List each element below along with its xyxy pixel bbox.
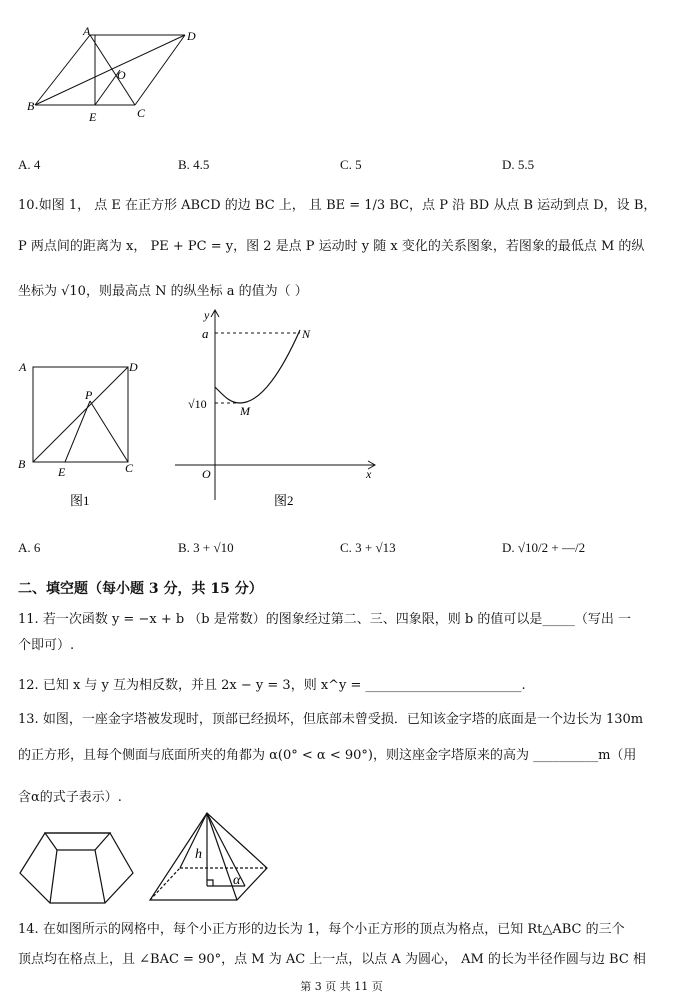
svg-text:A: A <box>19 360 27 374</box>
truncated-pyramid-figure <box>15 828 140 908</box>
q12-line: 12. 已知 x 与 y 互为相反数，并且 2x − y = 3，则 x^y = ________________________. <box>18 678 526 693</box>
q14-line2: 顶点均在格点上，且 ∠BAC = 90°，点 M 为 AC 上一点，以点 A 为圆心， AM 的长为半径作圆与边 BC 相 <box>18 952 646 967</box>
q11-line1: 11. 若一次函数 y = −x + b （b 是常数）的图象经过第二、三、四象限，则 b 的值可以是_____（写出 一 <box>18 612 631 627</box>
rhombus-figure <box>25 25 215 125</box>
svg-text:E: E <box>58 465 66 479</box>
label-C: C <box>137 106 146 120</box>
q11-line2: 个即可）. <box>18 638 75 653</box>
svg-text:y: y <box>204 308 210 322</box>
svg-text:P: P <box>85 388 93 402</box>
label-D: D <box>187 29 196 43</box>
q10-option-c: C. 3 + √13 <box>340 540 396 555</box>
q10-option-b: B. 3 + √10 <box>178 540 234 555</box>
q14-line1: 14. 在如图所示的网格中，每个小正方形的边长为 1，每个小正方形的顶点为格点，已知 Rt△ABC 的三个 <box>18 922 625 937</box>
fig2-caption: 图2 <box>274 493 294 508</box>
svg-text:C: C <box>125 461 134 475</box>
q10-line3: 坐标为 √10，则最高点 N 的纵坐标 a 的值为（ ） <box>18 284 308 299</box>
q9-option-a: A. 4 <box>18 157 41 172</box>
graph-figure <box>170 305 385 515</box>
square-figure <box>15 355 150 515</box>
svg-text:O: O <box>202 467 211 481</box>
label-O: O <box>117 68 126 82</box>
q10-line1: 10.如图 1， 点 E 在正方形 ABCD 的边 BC 上， 且 BE = 1/3 BC，点 P 沿 BD 从点 B 运动到点 D，设 B， <box>18 198 657 213</box>
label-E: E <box>89 110 97 124</box>
q13-line3: 含α的式子表示）. <box>18 790 122 805</box>
q13-line2: 的正方形，且每个侧面与底面所夹的角都为 α(0° < α < 90°)，则这座金字塔原来的高为 __________m（用 <box>18 748 637 763</box>
q10-option-a: A. 6 <box>18 540 41 555</box>
q13-line1: 13. 如图，一座金字塔被发现时，顶部已经损坏，但底部未曾受损．已知该金字塔的底面是一个边长为 130m <box>18 712 644 727</box>
q9-option-d: D. 5.5 <box>502 157 535 172</box>
pyramid-figure <box>145 808 275 908</box>
svg-text:M: M <box>240 404 250 418</box>
q10-line2: P 两点间的距离为 x， PE + PC = y，图 2 是点 P 运动时 y 随 x 变化的关系图象，若图象的最低点 M 的纵 <box>18 239 645 254</box>
fig1-caption: 图1 <box>70 493 90 508</box>
svg-text:B: B <box>18 457 26 471</box>
svg-text:D: D <box>129 360 138 374</box>
svg-text:N: N <box>302 327 311 341</box>
svg-text:a: a <box>202 326 209 341</box>
label-A: A <box>83 25 91 38</box>
svg-text:x: x <box>366 467 372 481</box>
q9-option-c: C. 5 <box>340 157 362 172</box>
label-B: B <box>27 99 35 113</box>
q10-option-d: D. √10/2 + —/2 <box>502 540 586 555</box>
q9-option-b: B. 4.5 <box>178 157 210 172</box>
page-footer: 第 3 页 共 11 页 <box>300 980 383 993</box>
svg-text:h: h <box>195 847 202 862</box>
section-title: 二、填空题（每小题 3 分，共 15 分） <box>18 581 263 597</box>
svg-text:α: α <box>233 873 241 888</box>
svg-text:√10: √10 <box>188 397 207 411</box>
